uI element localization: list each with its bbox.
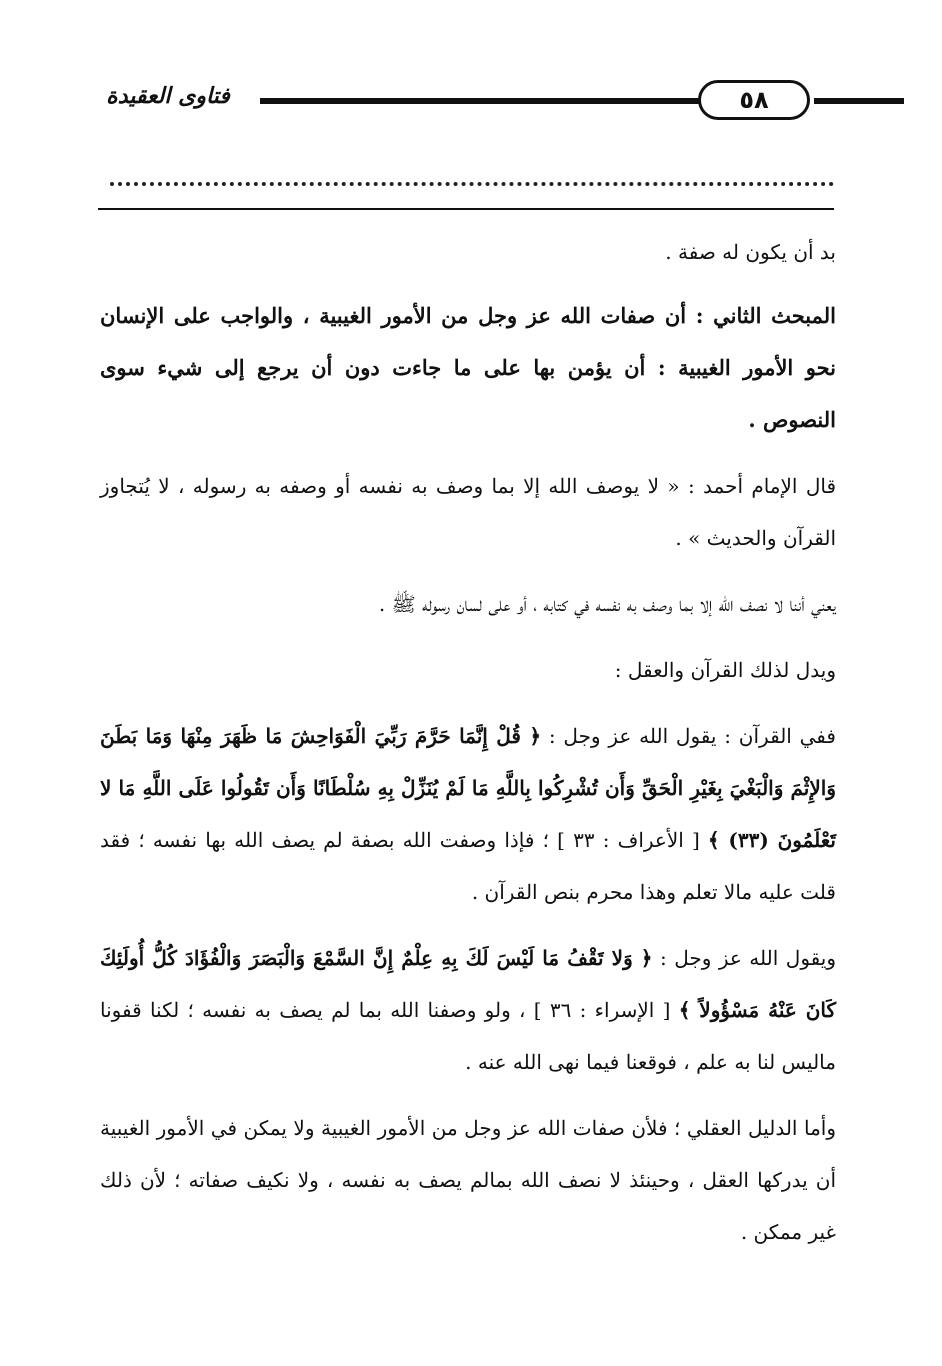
paragraph-explanation: يعني أننا لا نصف الله إلا بما وصف به نفسه في كتابه ، أو على لسان رسوله ﷺ . xyxy=(378,592,836,616)
header-divider xyxy=(98,208,834,210)
page-body xyxy=(100,226,836,1272)
isra-commentary: [ الإسراء : ٣٦ ] ، ولو وصفنا الله بما لم يصف به نفسه ؛ لكنا قفونا ماليس لنا به علم ، فوقعنا فيما نهى الله عنه . xyxy=(100,998,836,1074)
paragraph-continuation: بد أن يكون له صفة . xyxy=(665,240,836,264)
section-heading: المبحث الثاني : أن صفات الله عز وجل من الأمور الغيبية ، والواجب على الإنسان نحو الأمور الغيبية : أن يؤمن بها على ما جاءت دون أن يرجع إلى شيء سوى النصوص . xyxy=(100,303,836,432)
quran-intro: ففي القرآن : يقول الله عز وجل : xyxy=(541,724,836,748)
paragraph-imam-ahmad: قال الإمام أحمد : « لا يوصف الله إلا بما وصف به نفسه أو وصفه به رسوله ، لا يُتجاوز القرآن والحديث » . xyxy=(100,474,836,550)
header-rule-right xyxy=(814,98,904,104)
quran-verse-isra: ﴿ وَلا تَقْفُ مَا لَيْسَ لَكَ بِهِ عِلْمٌ إِنَّ السَّمْعَ وَالْبَصَرَ وَالْفُؤَادَ كُلُّ أُولَئِكَ كَانَ عَنْهُ مَسْؤُولاً ﴾ xyxy=(100,946,837,1022)
isra-intro: ويقول الله عز وجل : xyxy=(652,946,836,970)
quran-verse-araf: ﴿ قُلْ إِنَّمَا حَرَّمَ رَبِّيَ الْفَوَاحِشَ مَا ظَهَرَ مِنْهَا وَمَا بَطَنَ وَالإِثْمَ وَالْبَغْيَ بِغَيْرِ الْحَقِّ وَأَن تُشْرِكُوا بِاللَّهِ مَا لَمْ يُنَزِّلْ بِهِ سُلْطَانًا وَأَن تَقُولُوا عَلَى اللَّهِ مَا لا تَعْلَمُونَ (٣٣) ﴾ xyxy=(100,724,836,852)
page-number-badge: ٥٨ xyxy=(698,80,810,120)
book-title: فتاوى العقيدة xyxy=(106,84,230,109)
dotted-separator xyxy=(110,162,834,186)
page-header xyxy=(80,70,842,130)
paragraph-quran-evidence xyxy=(100,710,836,918)
quran-commentary: [ الأعراف : ٣٣ ] ؛ فإذا وصفت الله بصفة لم يصف الله بها نفسه ؛ فقد قلت عليه مالا تعلم وهذا محرم بنص القرآن . xyxy=(100,828,836,904)
paragraph-isra-evidence xyxy=(100,932,836,1088)
paragraph-evidence-intro: ويدل لذلك القرآن والعقل : xyxy=(614,658,836,682)
paragraph-rational-evidence: وأما الدليل العقلي ؛ فلأن صفات الله عز وجل من الأمور الغيبية ولا يمكن في الأمور الغيبية أن يدركها العقل ، وحينئذ لا نصف الله بمالم يصف به نفسه ، ولا نكيف صفاته ؛ لأن ذلك غير ممكن . xyxy=(100,1116,836,1244)
